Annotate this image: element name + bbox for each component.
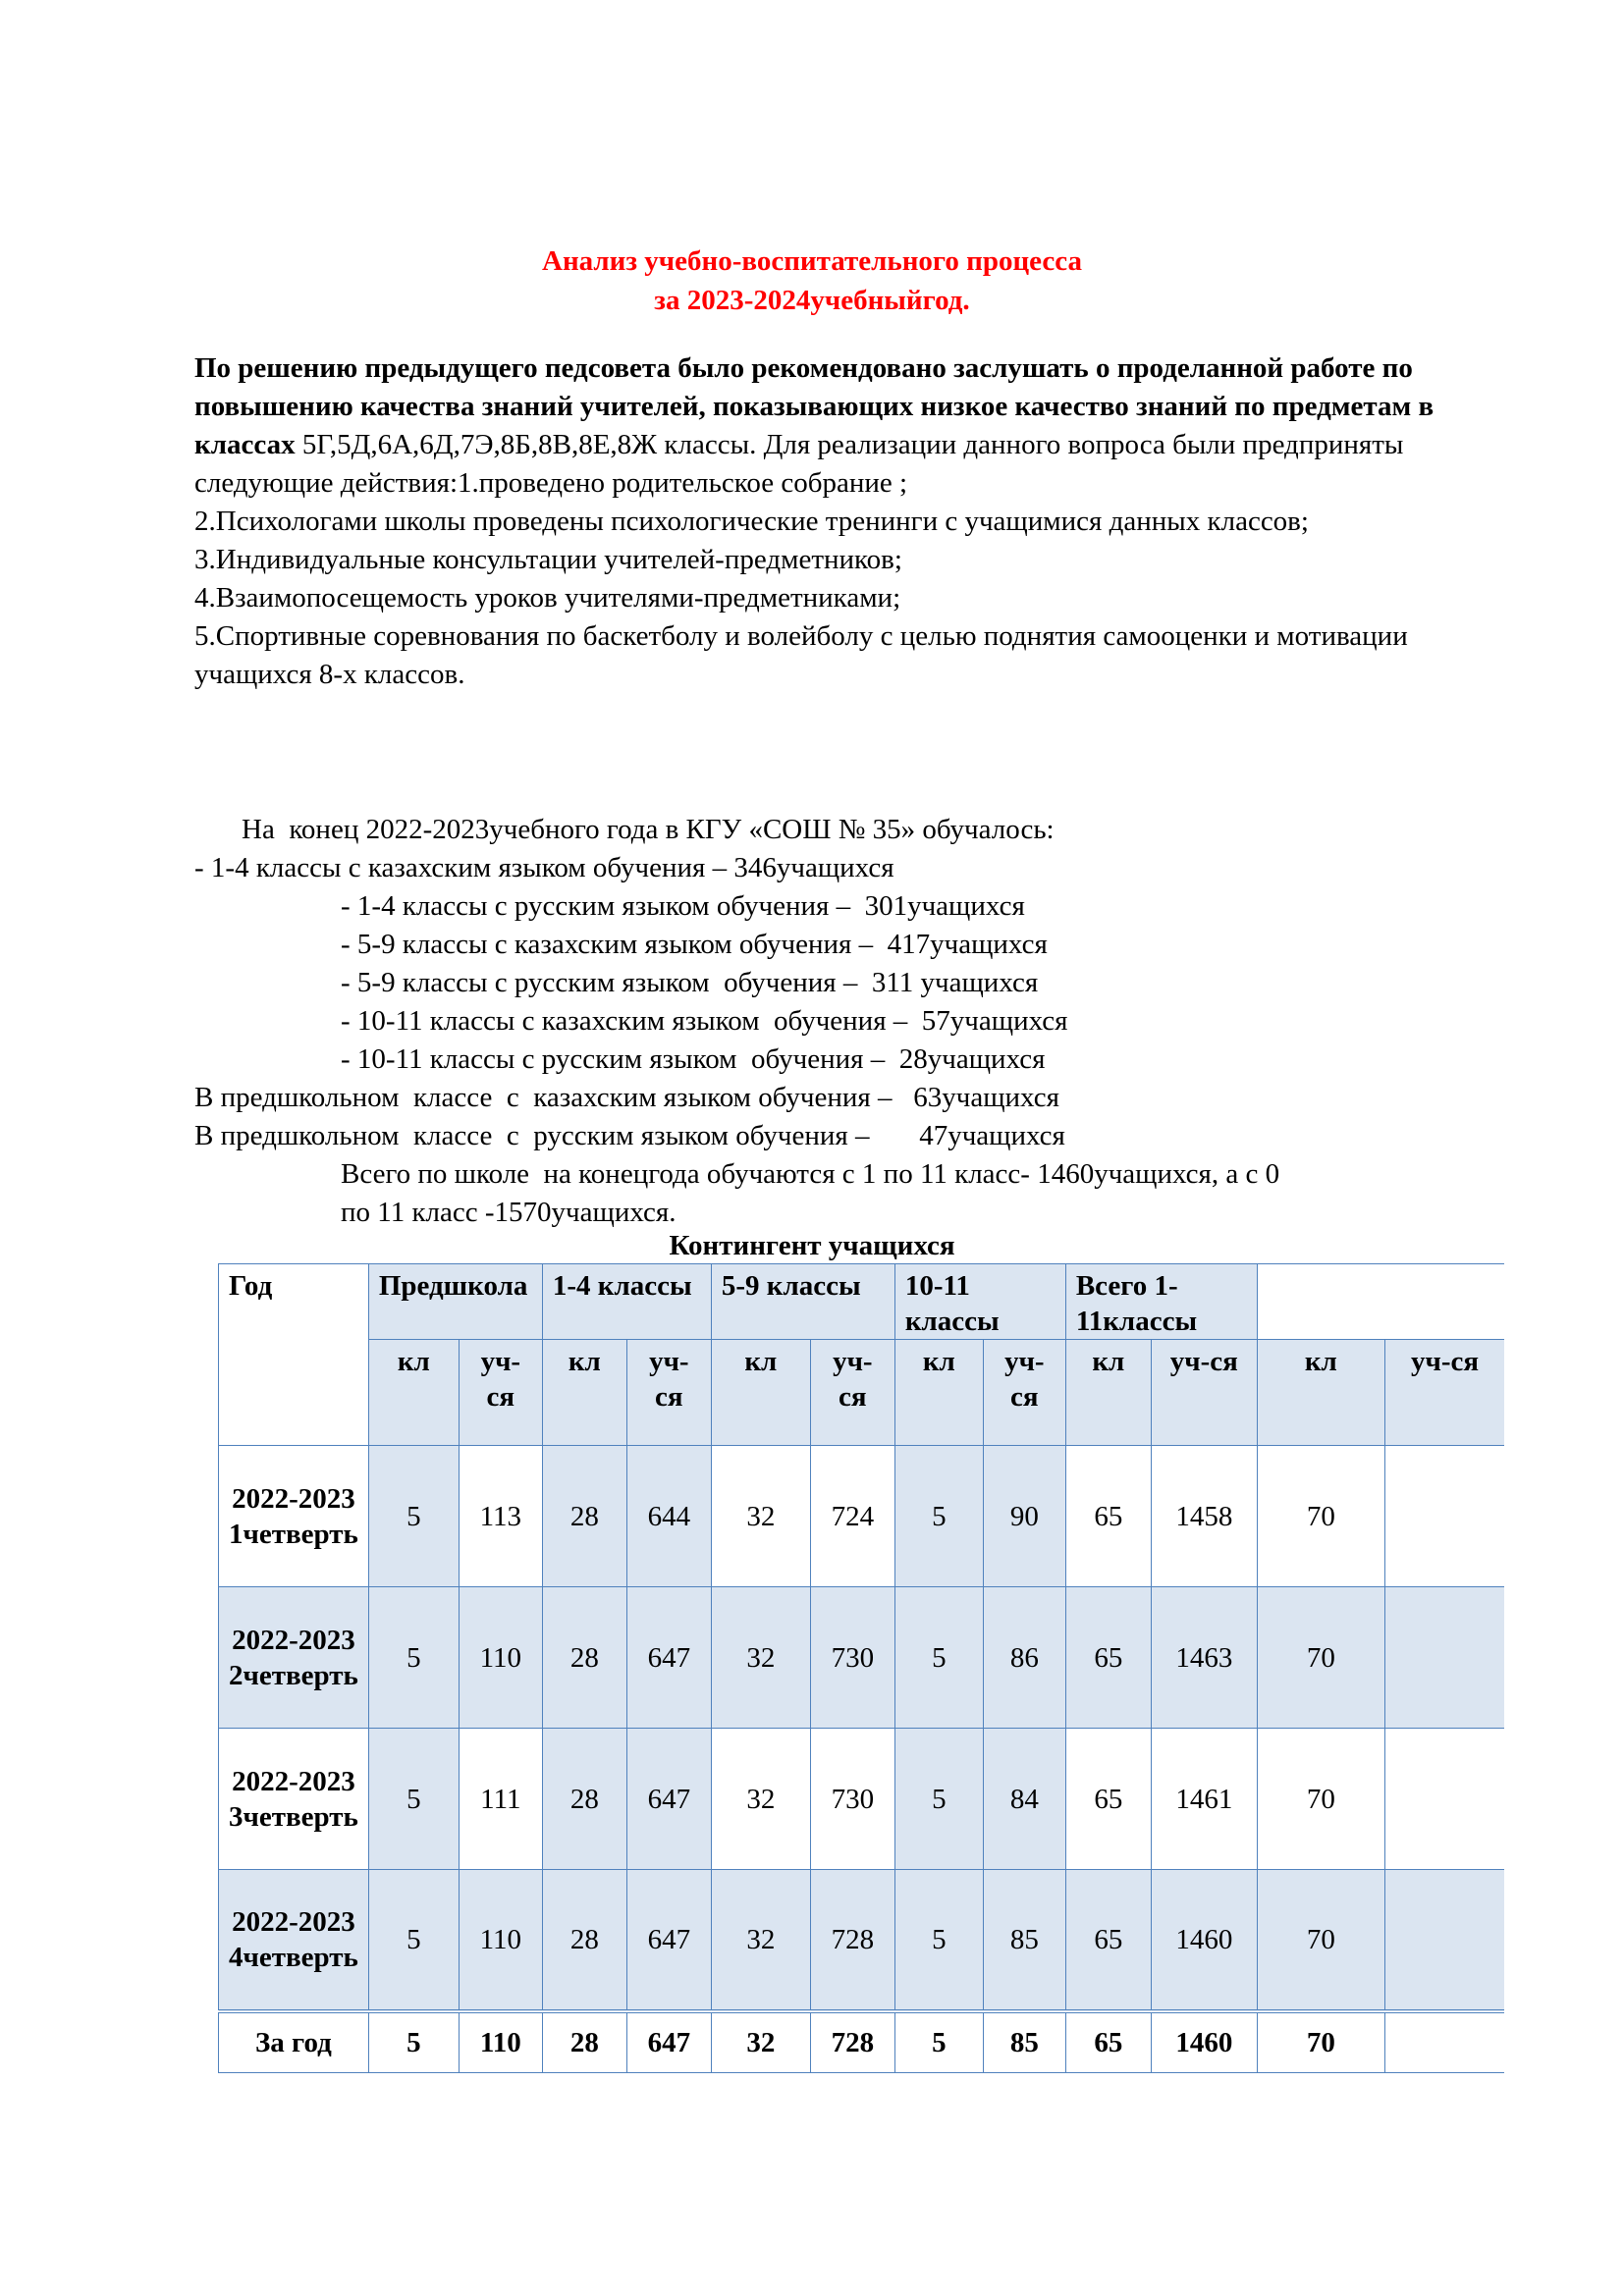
intro-bold-text: По решению предыдущего педсовета было рекомендовано заслушать о проделанной работе по повышению качества знаний учителей, показывающих низкое качество знаний по предметам в классах — [194, 352, 1435, 460]
enrollment-line: - 1-4 классы с русским языком обучения – 301учащихся — [341, 890, 1025, 922]
table-row — [219, 1870, 1505, 2011]
total-cell: 647 — [626, 2011, 711, 2073]
table-cell: 90 — [983, 1446, 1065, 1587]
intro-rest-text: 5Г,5Д,6А,6Д,7Э,8Б,8В,8Е,8Ж классы. Для реализации данного вопроса были предприняты следующие действия:1.проведено родительское собрание ; — [194, 429, 1404, 499]
enrollment-total: по 11 класс -1570учащихся. — [341, 1197, 677, 1228]
table-cell: 5 — [894, 1729, 983, 1870]
document-subtitle: за 2023-2024учебныйгод. — [654, 285, 970, 316]
table-cell: 65 — [1065, 1587, 1151, 1729]
table-cell: 113 — [459, 1446, 542, 1587]
enrollment-line: - 10-11 классы с казахским языком обучения – 57учащихся — [341, 1005, 1068, 1037]
column-header: 5-9 классы — [711, 1264, 894, 1340]
column-header — [1257, 1264, 1504, 1340]
table-header-row — [219, 1264, 1505, 1340]
enrollment-line: - 5-9 классы с русским языком обучения – 311 учащихся — [341, 967, 1039, 998]
table-cell: 65 — [1065, 1446, 1151, 1587]
enrollment-line: В предшкольном классе с казахским языком обучения – 63учащихся — [194, 1082, 1059, 1113]
table-subheader-row — [219, 1340, 1505, 1446]
row-label: 2022-2023 4четверть — [219, 1870, 369, 2011]
table-cell: 5 — [368, 1729, 459, 1870]
table-cell — [1384, 1870, 1504, 2011]
column-subheader: уч-ся — [983, 1340, 1065, 1446]
table-cell: 70 — [1257, 1870, 1384, 2011]
table-cell: 728 — [810, 1870, 894, 2011]
contingent-table — [218, 1263, 1504, 2073]
column-header: 10-11 классы — [894, 1264, 1065, 1340]
table-cell — [1384, 1446, 1504, 1587]
enrollment-line: В предшкольном классе с русским языком обучения – 47учащихся — [194, 1120, 1065, 1151]
row-label: 2022-2023 2четверть — [219, 1587, 369, 1729]
table-cell: 5 — [894, 1870, 983, 2011]
table-row — [219, 1446, 1505, 1587]
total-cell: 70 — [1257, 2011, 1384, 2073]
column-header: Всего 1-11классы — [1065, 1264, 1257, 1340]
table-cell: 111 — [459, 1729, 542, 1870]
table-cell: 724 — [810, 1446, 894, 1587]
column-subheader: кл — [542, 1340, 626, 1446]
enrollment-total: Всего по школе на конецгода обучаются с 1 по 11 класс- 1460учащихся, а с 0 — [341, 1158, 1280, 1190]
table-cell: 32 — [711, 1587, 810, 1729]
total-cell: 28 — [542, 2011, 626, 2073]
column-subheader: уч-ся — [1151, 1340, 1257, 1446]
table-cell: 85 — [983, 1870, 1065, 2011]
total-cell: 728 — [810, 2011, 894, 2073]
table-cell: 647 — [626, 1729, 711, 1870]
action-item: 4.Взаимопосещемость уроков учителями-предметниками; — [194, 582, 901, 614]
table-cell: 28 — [542, 1587, 626, 1729]
column-subheader: кл — [711, 1340, 810, 1446]
enrollment-heading: На конец 2022-2023учебного года в КГУ «СОШ № 35» обучалось: — [242, 814, 1055, 845]
table-cell: 110 — [459, 1587, 542, 1729]
column-header: 1-4 классы — [542, 1264, 711, 1340]
action-item: 2.Психологами школы проведены психологические тренинги с учащимися данных классов; — [194, 506, 1309, 537]
action-item: 3.Индивидуальные консультации учителей-предметников; — [194, 544, 902, 575]
table-cell — [1384, 1587, 1504, 1729]
total-cell — [1384, 2011, 1504, 2073]
table-row — [219, 1729, 1505, 1870]
table-cell: 32 — [711, 1446, 810, 1587]
table-cell: 644 — [626, 1446, 711, 1587]
row-label: 2022-2023 3четверть — [219, 1729, 369, 1870]
table-cell: 5 — [368, 1587, 459, 1729]
total-cell: 5 — [894, 2011, 983, 2073]
action-item: 5.Спортивные соревнования по баскетболу и волейболу с целью поднятия самооценки и мотивации учащихся 8-х классов. — [194, 620, 1408, 690]
table-cell: 65 — [1065, 1729, 1151, 1870]
column-header: Предшкола — [368, 1264, 542, 1340]
total-label: За год — [219, 2011, 369, 2073]
table-cell: 5 — [894, 1587, 983, 1729]
table-cell: 5 — [368, 1870, 459, 2011]
table-cell: 28 — [542, 1729, 626, 1870]
table-cell: 5 — [368, 1446, 459, 1587]
table-cell: 1458 — [1151, 1446, 1257, 1587]
table-cell: 1460 — [1151, 1870, 1257, 2011]
intro-paragraph — [194, 349, 1510, 503]
total-cell: 32 — [711, 2011, 810, 2073]
document-title: Анализ учебно-воспитательного процесса — [542, 245, 1082, 277]
table-row — [219, 1587, 1505, 1729]
table-total-row — [219, 2011, 1505, 2073]
total-cell: 5 — [368, 2011, 459, 2073]
table-cell: 647 — [626, 1870, 711, 2011]
intro-section — [194, 349, 1510, 694]
table-cell: 730 — [810, 1729, 894, 1870]
enrollment-line: - 1-4 классы с казахским языком обучения – 346учащихся — [194, 852, 894, 883]
table-cell: 110 — [459, 1870, 542, 2011]
column-subheader: уч-ся — [626, 1340, 711, 1446]
column-subheader: кл — [1257, 1340, 1384, 1446]
enrollment-line: - 5-9 классы с казахским языком обучения – 417учащихся — [341, 929, 1048, 960]
table-cell: 65 — [1065, 1870, 1151, 2011]
column-subheader: уч-ся — [1384, 1340, 1504, 1446]
table-cell — [1384, 1729, 1504, 1870]
row-label: 2022-2023 1четверть — [219, 1446, 369, 1587]
enrollment-line: - 10-11 классы с русским языком обучения – 28учащихся — [341, 1043, 1046, 1075]
table-caption: Контингент учащихся — [669, 1230, 955, 1261]
total-cell: 85 — [983, 2011, 1065, 2073]
column-header: Год — [219, 1264, 369, 1446]
column-subheader: уч-ся — [459, 1340, 542, 1446]
table-cell: 70 — [1257, 1446, 1384, 1587]
table-cell: 1461 — [1151, 1729, 1257, 1870]
column-subheader: кл — [1065, 1340, 1151, 1446]
total-cell: 65 — [1065, 2011, 1151, 2073]
table-cell: 1463 — [1151, 1587, 1257, 1729]
table-cell: 70 — [1257, 1587, 1384, 1729]
table-cell: 70 — [1257, 1729, 1384, 1870]
table-cell: 32 — [711, 1870, 810, 2011]
column-subheader: кл — [894, 1340, 983, 1446]
table-cell: 5 — [894, 1446, 983, 1587]
table-cell: 84 — [983, 1729, 1065, 1870]
table-cell: 647 — [626, 1587, 711, 1729]
table-cell: 28 — [542, 1446, 626, 1587]
table-cell: 32 — [711, 1729, 810, 1870]
total-cell: 1460 — [1151, 2011, 1257, 2073]
column-subheader: кл — [368, 1340, 459, 1446]
table-cell: 86 — [983, 1587, 1065, 1729]
total-cell: 110 — [459, 2011, 542, 2073]
column-subheader: уч-ся — [810, 1340, 894, 1446]
table-cell: 730 — [810, 1587, 894, 1729]
table-cell: 28 — [542, 1870, 626, 2011]
